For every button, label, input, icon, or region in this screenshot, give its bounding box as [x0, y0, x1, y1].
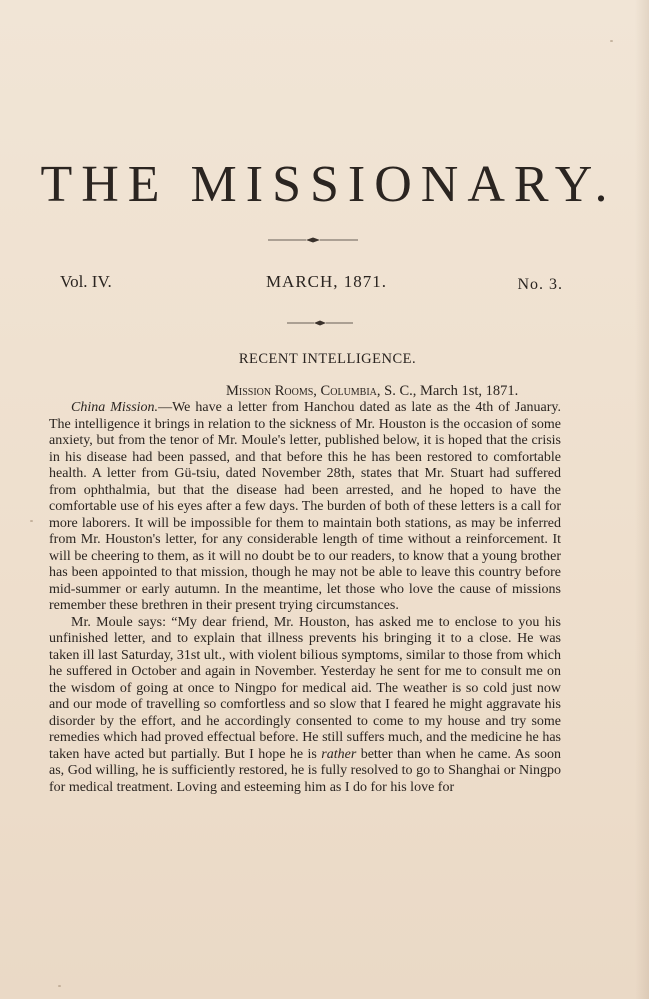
paragraph-1-text: —We have a letter from Hanchou dated as late as the 4th of January. The intelligence it brings in relation to the sickness of Mr. Houston is the occasion of some anxiety, but from the tenor of Mr. Moule's letter, published below, it is hoped that the crisis in his disease had been passed, and that before this he has been restored to comfortable health. A letter from Gü-tsiu, dated November 28th, states that Mr. Stuart had suffered from ophthalmia, but that the disease had been arrested, and he hoped to have the comfortable use of his eyes after a few days. The burden of both of these letters is a call for more laborers. It will be impossible for them to maintain both stations, as may be inferred from Mr. Houston's letter, for any considerable length of time without a reinforcement. It will be cheering to them, as it will no doubt be to our readers, to know that a young brother has been appointed to that mission, though he may not be able to leave this country before mid-summer or early autumn. In the meantime, let those who love the cause of missions remember these brethren in their present trying circumstances.	[49, 400, 561, 613]
dateline-rest: S. C., March 1st, 1871.	[380, 383, 519, 399]
issue-date: MARCH, 1871.	[265, 272, 388, 291]
ornament-divider-bottom	[287, 319, 353, 327]
page-edge-shadow	[635, 0, 649, 999]
dateline-org: Mission Rooms, Columbia,	[226, 383, 381, 399]
article-body	[49, 400, 561, 796]
article-heading: RECENT INTELLIGENCE.	[238, 351, 417, 367]
issue-number: No. 3.	[517, 276, 563, 293]
china-mission-label: China Mission.	[71, 400, 159, 415]
paragraph-2-emphasis: rather	[321, 746, 357, 762]
masthead-title: THE MISSIONARY.	[40, 156, 617, 213]
paragraph-china-mission	[49, 400, 561, 615]
paragraph-moule-letter	[49, 615, 561, 797]
paragraph-2-text-b: better than when he came. As soon as, God willing, he is sufficiently restored, he is fully resolved to go to Shanghai or Ningpo for medical treatment. Loving and esteeming him as I do for his love for	[49, 746, 562, 795]
paragraph-2-text-a: Mr. Moule says: “My dear friend, Mr. Houston, has asked me to enclose to you his unfinished letter, and to explain that illness prevents his bringing it to a close. He was taken ill last Saturday, 31st ult., with violent bilious symptoms, similar to those from which he suffered in October and again in November. Yesterday he sent for me to consult me on the wisdom of going at once to Ningpo for medical aid. The weather is so cold just now and our mode of travelling so comfortless and so slow that I feared he might aggravate his disorder by the effort, and he accordingly consented to come to my house and try some remedies which had proved effectual before. He still suffers much, and the medicine he has taken have acted but partially. But I hope he is	[49, 614, 561, 762]
volume-label: Vol. IV.	[60, 272, 112, 291]
paper-speck	[30, 520, 33, 522]
ornament-divider-top	[268, 236, 358, 244]
article-dateline	[226, 383, 518, 400]
paper-speck	[610, 40, 613, 42]
paper-speck	[58, 985, 61, 987]
